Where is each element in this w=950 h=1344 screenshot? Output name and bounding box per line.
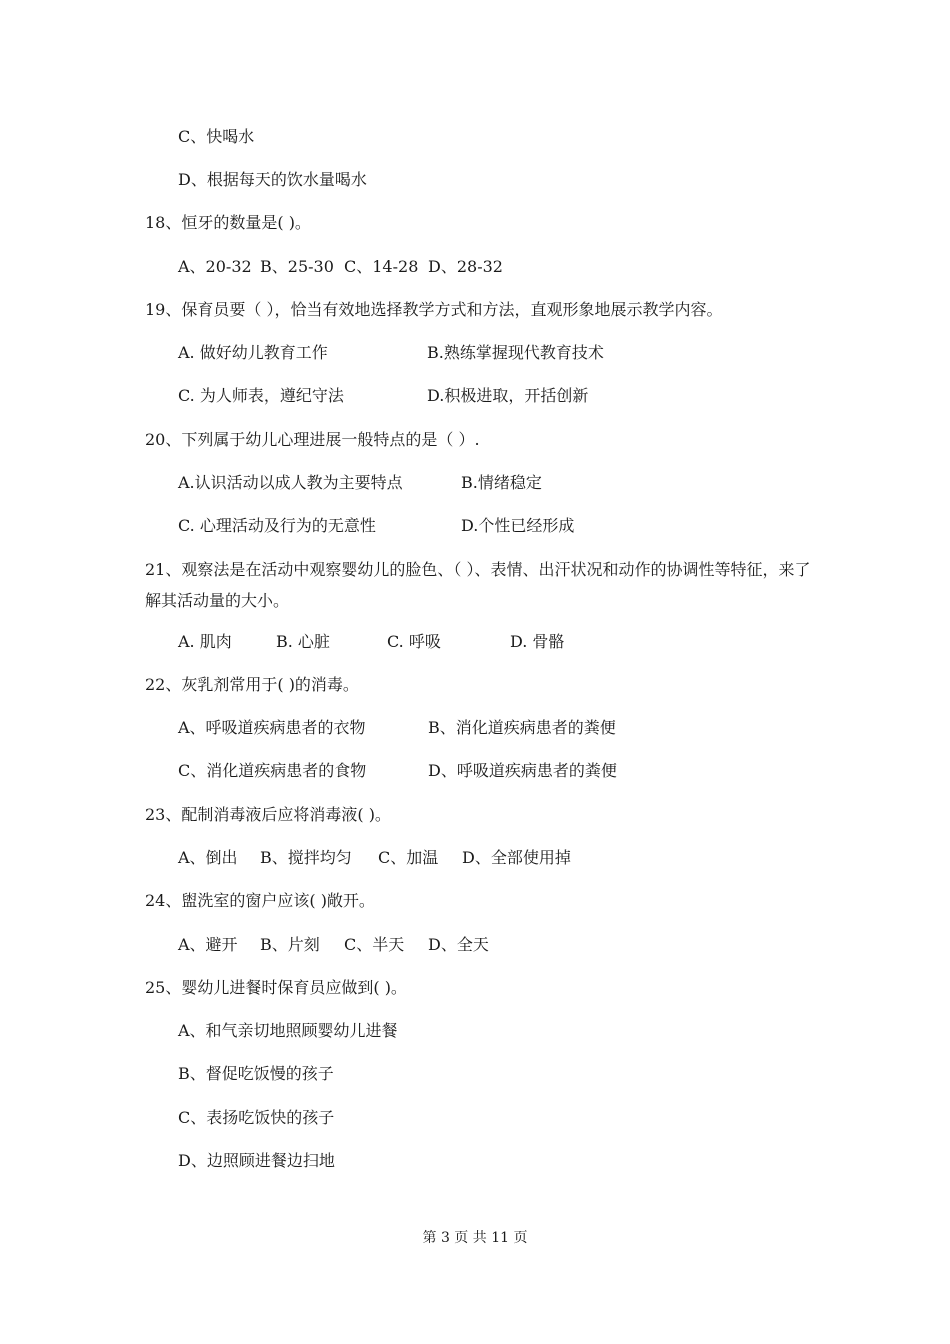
- q22-option-a: A、呼吸道疾病患者的衣物: [178, 718, 366, 737]
- q19-stem: 19、保育员要（ ），恰当有效地选择教学方式和方法，直观形象地展示教学内容。: [145, 300, 723, 319]
- q20-option-b: B.情绪稳定: [461, 473, 542, 492]
- q22-stem: 22、灰乳剂常用于( )的消毒。: [145, 675, 359, 694]
- q24-option-d: D、全天: [428, 935, 489, 954]
- q23-option-a: A、倒出: [178, 848, 238, 867]
- q21-stem: 21、观察法是在活动中观察婴幼儿的脸色、（ ）、表情、出汗状况和动作的协调性等特征，来了解其活动量的大小。: [145, 560, 811, 610]
- q19-option-a: A. 做好幼儿教育工作: [178, 343, 328, 362]
- q23-option-d: D、全部使用掉: [462, 848, 571, 867]
- q19-option-c: C. 为人师表，遵纪守法: [178, 386, 344, 405]
- page-number-footer: 第 3 页 共 11 页: [422, 1230, 528, 1246]
- q25-option-d: D、边照顾进餐边扫地: [178, 1151, 335, 1170]
- q18-option-b: B、25-30: [260, 257, 334, 276]
- q24-option-a: A、避开: [178, 935, 238, 954]
- q25-option-a: A、和气亲切地照顾婴幼儿进餐: [178, 1021, 398, 1040]
- q18-option-d: D、28-32: [428, 257, 503, 276]
- q22-option-b: B、消化道疾病患者的粪便: [428, 718, 616, 737]
- q21-option-a: A. 肌肉: [178, 632, 232, 651]
- q19-option-d: D.积极进取，开括创新: [427, 386, 589, 405]
- q25-stem: 25、婴幼儿进餐时保育员应做到( )。: [145, 978, 407, 997]
- q17-option-c: C、快喝水: [178, 127, 255, 146]
- q23-option-c: C、加温: [378, 848, 439, 867]
- q18-stem: 18、恒牙的数量是( )。: [145, 213, 311, 232]
- q20-option-a: A.认识活动以成人教为主要特点: [178, 473, 403, 492]
- q25-option-c: C、表扬吃饭快的孩子: [178, 1108, 335, 1127]
- q21-option-d: D. 骨骼: [510, 632, 565, 651]
- q23-option-b: B、搅拌均匀: [260, 848, 352, 867]
- q24-option-c: C、半天: [344, 935, 405, 954]
- q23-stem: 23、配制消毒液后应将消毒液( )。: [145, 805, 391, 824]
- q18-option-c: C、14-28: [344, 257, 419, 276]
- q21-option-c: C. 呼吸: [387, 632, 441, 651]
- q21-option-b: B. 心脏: [276, 632, 330, 651]
- q17-option-d: D、根据每天的饮水量喝水: [178, 170, 367, 189]
- q19-option-b: B.熟练掌握现代教育技术: [427, 343, 604, 362]
- q18-option-a: A、20-32: [178, 257, 252, 276]
- q20-option-d: D.个性已经形成: [461, 516, 575, 535]
- q22-option-d: D、呼吸道疾病患者的粪便: [428, 761, 617, 780]
- q22-option-c: C、消化道疾病患者的食物: [178, 761, 367, 780]
- q20-option-c: C. 心理活动及行为的无意性: [178, 516, 376, 535]
- q25-option-b: B、督促吃饭慢的孩子: [178, 1064, 334, 1083]
- q20-stem: 20、下列属于幼儿心理进展一般特点的是（ ）.: [145, 430, 480, 449]
- q24-stem: 24、盥洗室的窗户应该( )敞开。: [145, 891, 375, 910]
- q24-option-b: B、片刻: [260, 935, 320, 954]
